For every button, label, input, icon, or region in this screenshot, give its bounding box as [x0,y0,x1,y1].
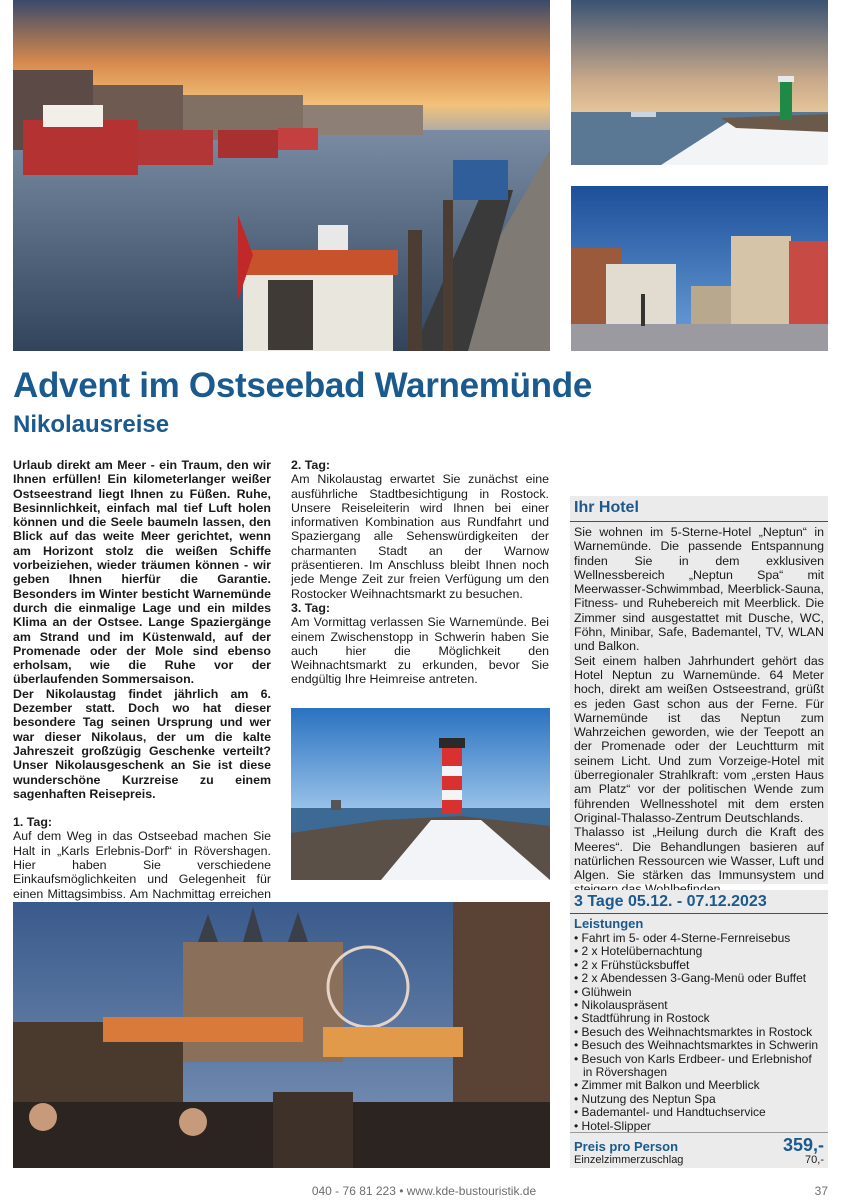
hotel-info-box [570,496,828,884]
hotel-paragraph-1: Sie wohnen im 5-Sterne-Hotel „Neptun“ in Warnemünde. Die passende Entspannung finden Sie in dem exklusiven Wellnessbereich „Neptun Spa“ mit Meerwasser-Schwimmbad, Meerblick-Sauna, Fitness- und Ruhebereich mit Meerblick. Die Zimmer sind ausgestattet mit Dusche, WC, Föhn, Minibar, Safe, Bademantel, TV, WLAN und Balkon. [574,525,824,654]
tour-info-box [570,890,828,1168]
single-room-label: Einzelzimmerzuschlag [574,1154,684,1166]
service-item: • Besuch von Karls Erdbeer- und Erlebnishof in Rövershagen [574,1053,824,1080]
intro-paragraph-nikolaus: Der Nikolaustag findet jährlich am 6. Dezember statt. Doch wo hat dieser besondere Tag seinen Ursprung und wer war dieser Nikolaus, der um die kalte Jahreszeit großzügig Geschenke verteilt? Unser Nikolausgeschenk an Sie ist diese wunderschöne Kurzreise zu einem sagenhaften Reisepreis. [13,686,271,801]
hotel-paragraph-3: Thalasso ist „Heilung durch die Kraft des Meeres“. Die Behandlungen basieren auf natürlichen Ressourcen wie Wasser, Luft und Algen. Sie stärken das Immunsystem und [574,825,824,883]
services-heading: Leistungen [574,916,644,931]
photo-christmas-market [13,902,550,1168]
day-1-text: Auf dem Weg in das Ostseebad machen Sie Halt in „Karls Erlebnis-Dorf“ in Rövershagen. Hier haben Sie verschiedene Einkaufsmöglichkeiten und Gelegenheit für einen Mittagsimbiss. Am Nachmittag erreichen [13,829,271,901]
page-subtitle: Nikolausreise [13,411,170,438]
intro-paragraph: Urlaub direkt am Meer - ein Traum, den wir Ihnen erfüllen! Ein kilometerlanger weißer Ostseestrand liegt Ihnen zu Füßen. Ruhe, Besinnlichkeit, einfach mal tief Luft holen können und die Seele baumeln lassen, den Blick auf das weite Meer gerichtet, wenn am Horizont stolz die weißen Schiffe vorbeiziehen, wieder träumen können - wir geben Ihnen hierfür die Garantie. Besonders im Winter besticht Warnemünde durch die einmalige Lage und ein mildes Klima an der Ostsee. Lange Spaziergänge am Strand und im Küstenwald, auf der Promenade oder der Mole sind ebenso erholsam, wie die Ruhe vor der überlaufenden Sommersaison. [13,458,271,687]
price-label: Preis pro Person [574,1139,679,1154]
photo-rostock-street [571,186,828,351]
footer-contact: 040 - 76 81 223 • www.kde-bustouristik.de [311,1184,537,1198]
hotel-paragraph-2: Seit einem halben Jahrhundert gehört das Hotel Neptun zu Warnemünde. 64 Meter hoch, direkt am weißen Ostseestrand, grüßt es jeden Gast schon aus der Ferne. Für Warnemünde ist das Neptun zum Wahrzeichen geworden, wie der Teepott an der Promenade oder der Leuchtturm mit seinem Licht. Und zum Vorzeige-Hotel mit überregionaler Strahlkraft: vom „ersten Haus am Platz“ vor der politischen Wende zum führenden Wellnesshotel mit dem ersten Original-Thalasso-Zentrum Deutschlands. [574,653,824,825]
spacer [13,801,271,815]
page-number: 37 [814,1184,828,1198]
hotel-body [570,522,828,897]
single-room-value: 70,- [805,1154,824,1166]
day-2-text: Am Nikolaustag erwartet Sie zunächst eine ausführliche Stadtbesichtigung in Rostock. Unsere Reiseleiterin wird Ihnen bei einer informativen Kombination aus Rundfahrt und Spaziergang alle Sehenswürdigkeiten der charmanten Stadt an der Warnow präsentieren. Im Anschluss bleibt Ihnen noch jede Menge Zeit zur freien Verfügung um den Rostocker Weihnachtsmarkt zu besuchen. [291,472,549,601]
day-3-text: Am Vormittag verlassen Sie Warnemünde. Bei einem Zwischenstopp in Schwerin haben Sie auch hier die Möglichkeit den Weihnachtsmarkt zu erkunden, bevor Sie endgültig Ihre Heimreise antreten. [291,615,549,687]
photo-harbor [13,0,550,351]
service-item: • Stadtführung in Rostock [574,1012,824,1025]
services-list [570,932,828,1133]
hotel-heading: Ihr Hotel [570,496,828,522]
column-itinerary [291,458,549,687]
column-intro [13,458,271,930]
page-title: Advent im Ostseebad Warnemünde [13,366,592,405]
service-item: • Fahrt im 5- oder 4-Sterne-Fernreisebus [574,932,824,945]
service-item: • Besuch des Weihnachtsmarktes in Schwerin [574,1039,824,1052]
service-item: • Glühwein [574,986,824,999]
service-item: • 2 x Frühstücksbuffet [574,959,824,972]
photo-lighthouse-snow [291,708,550,880]
service-item: • Hotel-Slipper [574,1120,824,1133]
service-item: • 2 x Abendessen 3-Gang-Menü oder Buffet [574,972,824,985]
price-section [570,1132,828,1166]
day-2-label: 2. Tag: [291,458,331,472]
service-item: • Nutzung des Neptun Spa [574,1093,824,1106]
service-item: • Bademantel- und Handtuchservice [574,1106,824,1119]
price-value: 359,- [782,1135,824,1155]
service-item: • Zimmer mit Balkon und Meerblick [574,1079,824,1092]
service-item: • Besuch des Weihnachtsmarktes in Rostock [574,1026,824,1039]
service-item: • 2 x Hotelübernachtung [574,945,824,958]
day-3-label: 3. Tag: [291,600,331,615]
photo-pier-lighthouse [571,0,828,165]
tour-date: 3 Tage 05.12. - 07.12.2023 [570,890,828,914]
service-item: • Nikolauspräsent [574,999,824,1012]
day-1-label: 1. Tag: [13,815,53,830]
